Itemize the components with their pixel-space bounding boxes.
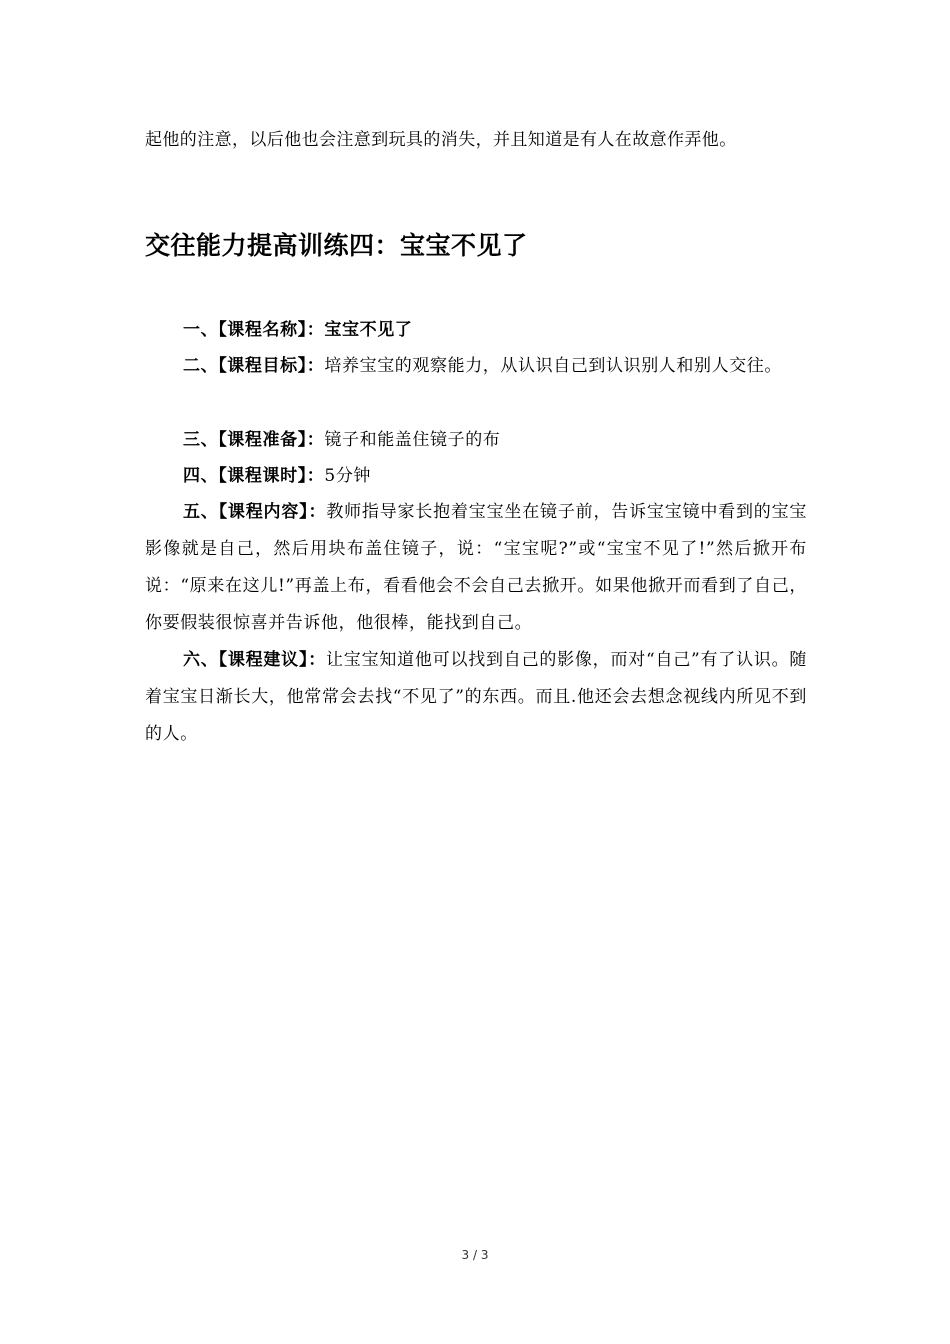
- course-name-item: [145, 312, 807, 349]
- course-advice-label: 六、【课程建议】：: [183, 650, 327, 670]
- course-content-label: 五、【课程内容】：: [183, 502, 327, 522]
- course-goal-value: 培养宝宝的观察能力，从认识自己到认识别人和别人交往。: [324, 356, 783, 376]
- course-duration-value: 5分钟: [324, 466, 372, 486]
- course-prep-value: 镜子和能盖住镜子的布: [324, 430, 501, 450]
- course-duration-label: 四、【课程课时】：: [183, 466, 325, 486]
- course-goal-label: 二、【课程目标】：: [183, 356, 325, 376]
- section-heading: 交往能力提高训练四：宝宝不见了: [145, 231, 528, 260]
- course-content-item: [145, 494, 807, 642]
- page-number: 3 / 3: [461, 1248, 489, 1262]
- intro-paragraph: 起他的注意，以后他也会注意到玩具的消失，并且知道是有人在故意作弄他。: [145, 130, 737, 150]
- course-advice-value: 让宝宝知道他可以找到自己的影像，而对“自己”有了认识。随着宝宝日渐长大，他常常会去找“不见了”的东西。而且.他还会去想念视线内所见不到的人。: [145, 650, 808, 744]
- course-name-value: 宝宝不见了: [324, 320, 413, 340]
- course-content-value: 教师指导家长抱着宝宝坐在镜子前，告诉宝宝镜中看到的宝宝影像就是自己，然后用块布盖住镜子，说：“宝宝呢?”或“宝宝不见了!”然后掀开布说：“原来在这儿!”再盖上布，看看他会不会自己去掀开。如果他掀开而看到了自己，你要假装很惊喜并告诉他，他很棒，能找到自己。: [145, 502, 808, 633]
- course-prep-item: [145, 422, 807, 459]
- course-duration-item: [145, 458, 807, 495]
- course-advice-item: [145, 642, 807, 753]
- course-name-label: 一、【课程名称】：: [183, 320, 325, 340]
- course-goal-item: [145, 348, 807, 385]
- course-prep-label: 三、【课程准备】：: [183, 430, 325, 450]
